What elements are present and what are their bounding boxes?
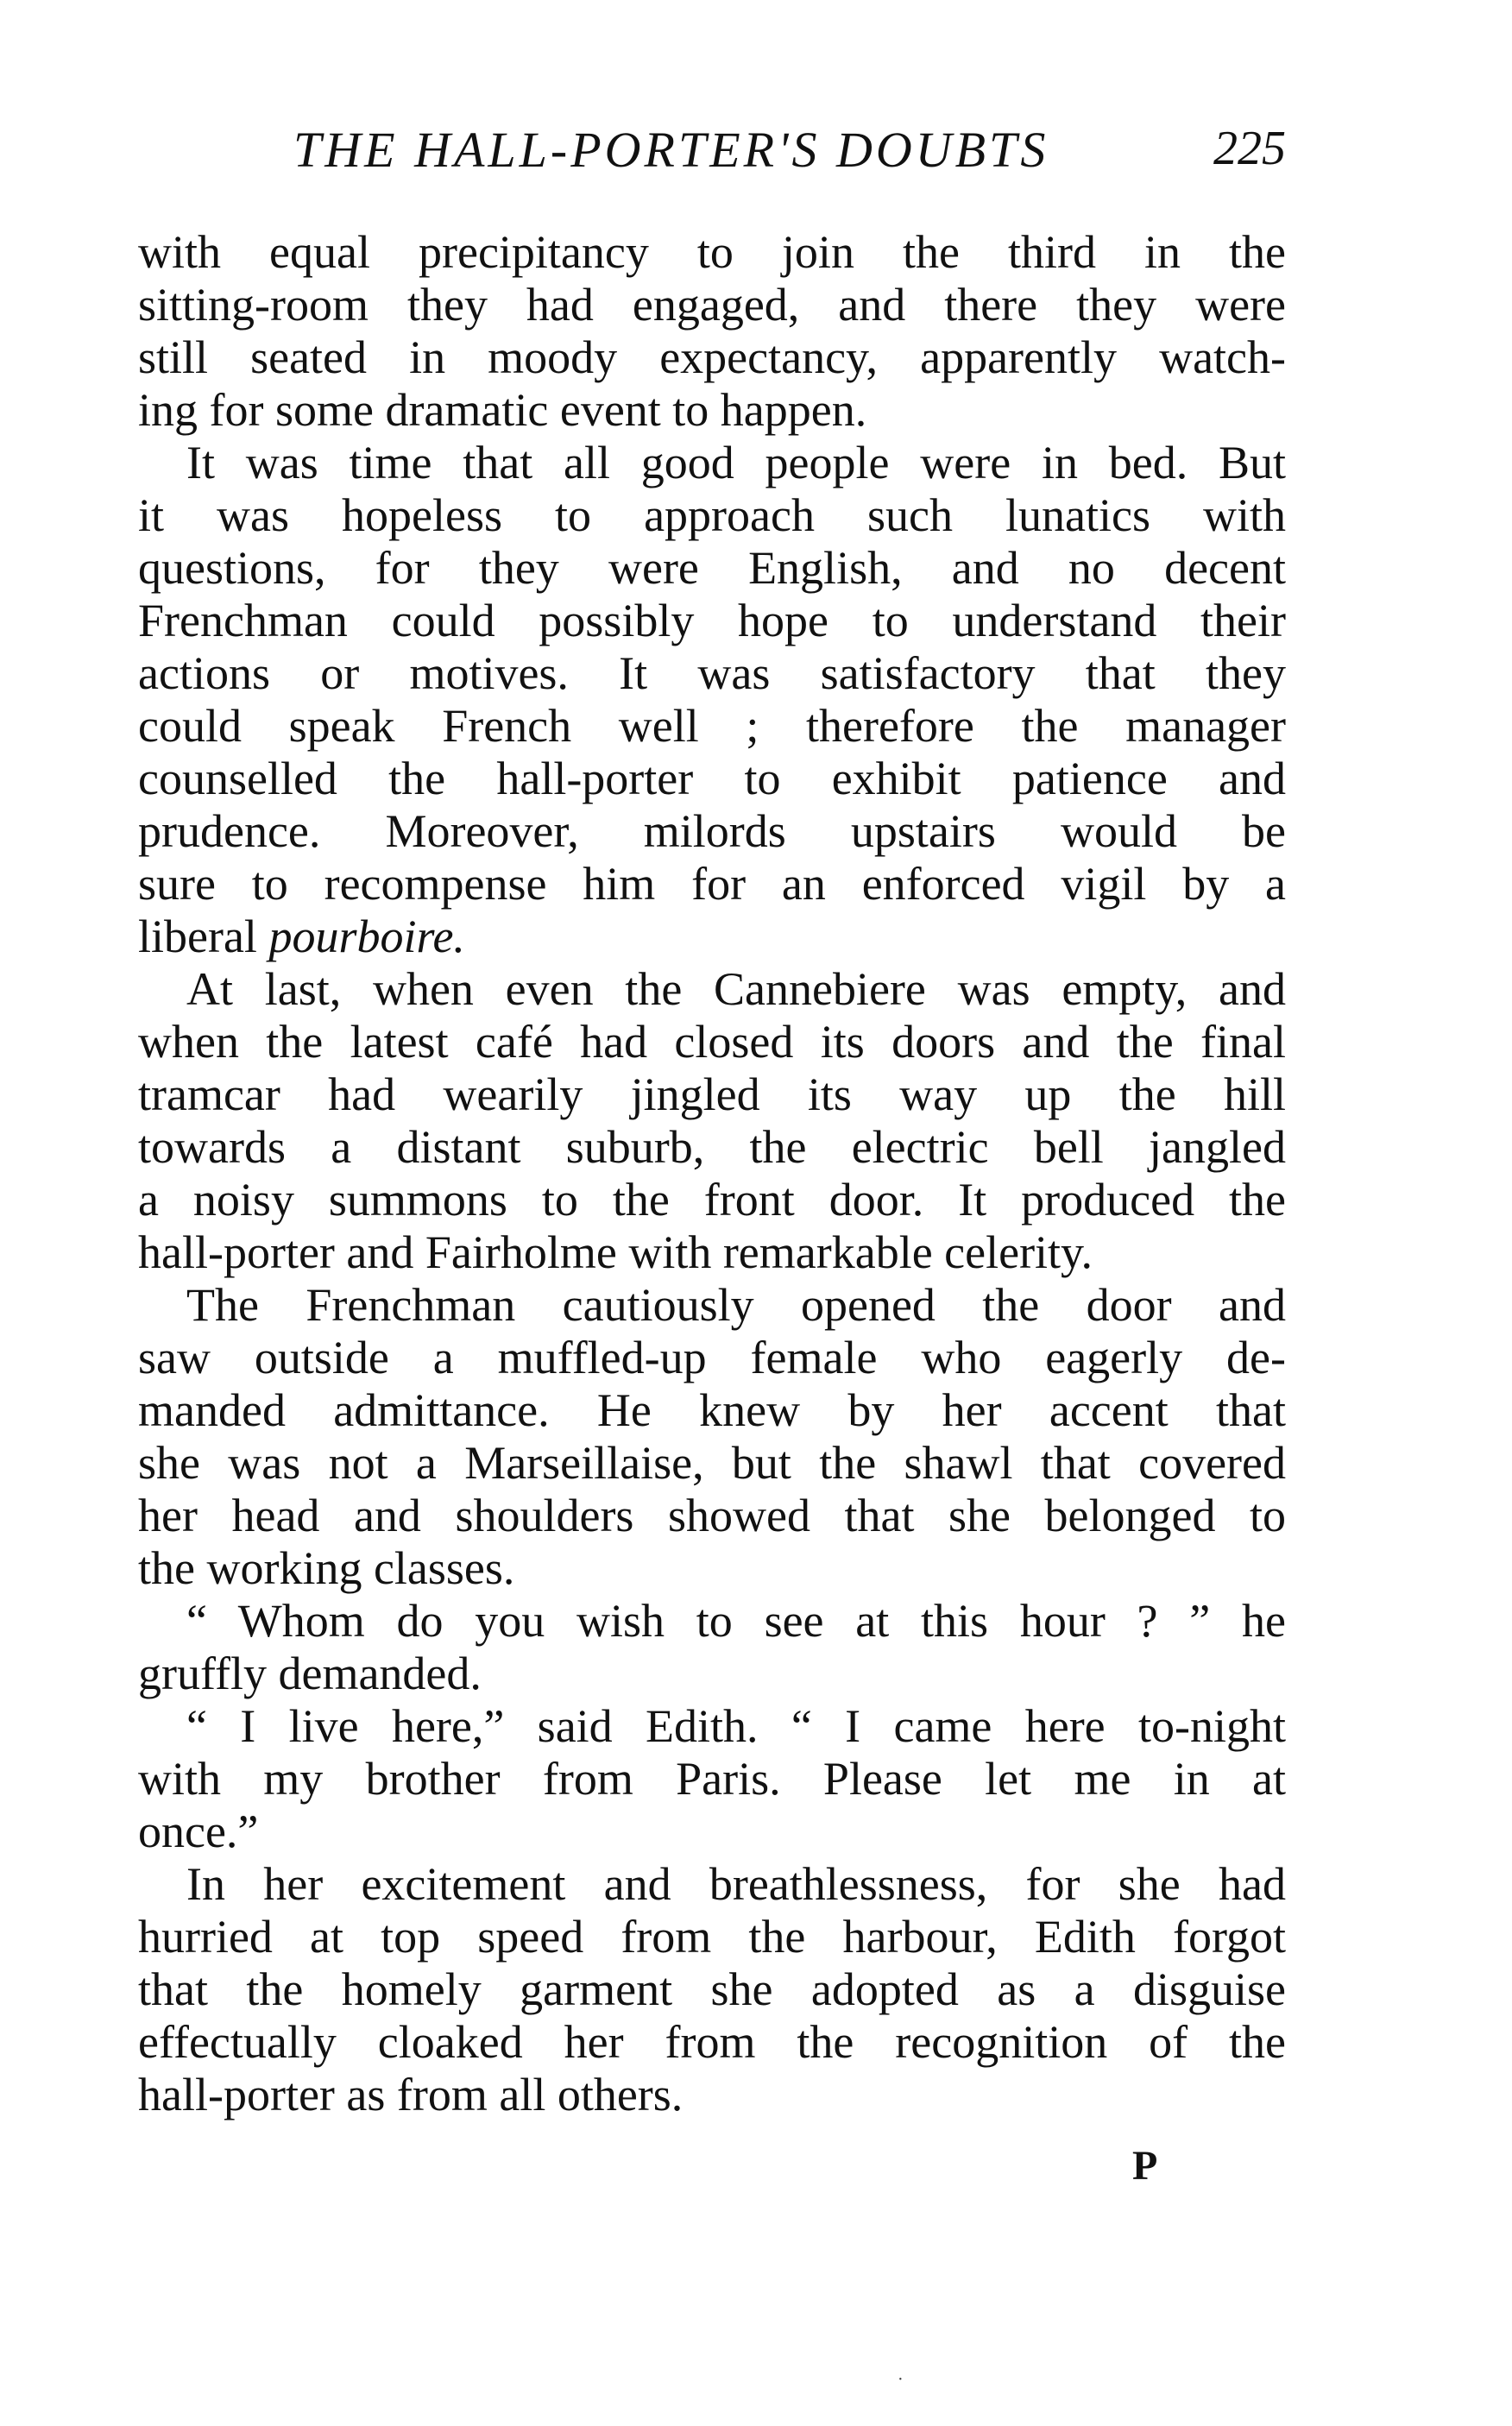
text-line: she was not a Marseillaise, but the shawl that covered xyxy=(138,1437,1286,1489)
text-line: her head and shoulders showed that she belonged to xyxy=(138,1490,1286,1541)
text-line: sitting-room they had engaged, and there they were xyxy=(138,279,1286,331)
paragraph-start-line: It was time that all good people were in bed. But xyxy=(186,437,1286,488)
paragraph-start-line: “ I live here,” said Edith. “ I came here to-night xyxy=(186,1700,1286,1752)
print-speck: · xyxy=(898,2370,904,2389)
page-number: 225 xyxy=(1213,122,1286,175)
text-line: effectually cloaked her from the recognition of the xyxy=(138,2016,1286,2068)
text-line: prudence. Moreover, milords upstairs would be xyxy=(138,805,1286,857)
paragraph-start-line: In her excitement and breathlessness, for she had xyxy=(186,1858,1286,1910)
text-line: hall-porter and Fairholme with remarkable celerity. xyxy=(138,1226,1093,1278)
text-line: the working classes. xyxy=(138,1542,515,1594)
italic-word: pourboire. xyxy=(268,911,465,962)
running-header xyxy=(138,121,1286,190)
text-line: ing for some dramatic event to happen. xyxy=(138,384,867,436)
text-line: with my brother from Paris. Please let me in at xyxy=(138,1753,1286,1805)
text-line: still seated in moody expectancy, apparently watch- xyxy=(138,331,1286,383)
text-line: when the latest café had closed its doors and the final xyxy=(138,1016,1286,1068)
text-line: with equal precipitancy to join the third in the xyxy=(138,226,1286,278)
text-line: sure to recompense him for an enforced vigil by a xyxy=(138,858,1286,910)
text-line: hurried at top speed from the harbour, Edith forgot xyxy=(138,1911,1286,1963)
signature-mark: P xyxy=(1132,2143,1158,2189)
paragraph-start-line: At last, when even the Cannebiere was empty, and xyxy=(186,963,1286,1015)
text-line: Frenchman could possibly hope to understand their xyxy=(138,595,1286,646)
text-line: a noisy summons to the front door. It produced the xyxy=(138,1174,1286,1226)
text-line-with-italic xyxy=(138,911,1286,963)
text-line: towards a distant suburb, the electric bell jangled xyxy=(138,1121,1286,1173)
text-line: questions, for they were English, and no decent xyxy=(138,542,1286,594)
text-line: it was hopeless to approach such lunatics with xyxy=(138,489,1286,541)
text-line: manded admittance. He knew by her accent that xyxy=(138,1384,1286,1436)
text-line: counselled the hall-porter to exhibit patience and xyxy=(138,753,1286,804)
text-line: hall-porter as from all others. xyxy=(138,2069,684,2120)
text-line: actions or motives. It was satisfactory that they xyxy=(138,647,1286,699)
paragraph-start-line: “ Whom do you wish to see at this hour ? ” he xyxy=(186,1595,1286,1647)
chapter-title: THE HALL-PORTER'S DOUBTS xyxy=(293,122,1049,178)
text-line: could speak French well ; therefore the manager xyxy=(138,700,1286,752)
body-text xyxy=(138,226,1286,2121)
text-line: that the homely garment she adopted as a disguise xyxy=(138,1963,1286,2015)
text-line: saw outside a muffled-up female who eagerly de- xyxy=(138,1332,1286,1383)
text-line: gruffly demanded. xyxy=(138,1648,482,1699)
paragraph-start-line: The Frenchman cautiously opened the door and xyxy=(186,1279,1286,1331)
text-line: tramcar had wearily jingled its way up the hill xyxy=(138,1068,1286,1120)
text-line: once.” xyxy=(138,1805,259,1857)
text-fragment: liberal xyxy=(138,911,257,962)
